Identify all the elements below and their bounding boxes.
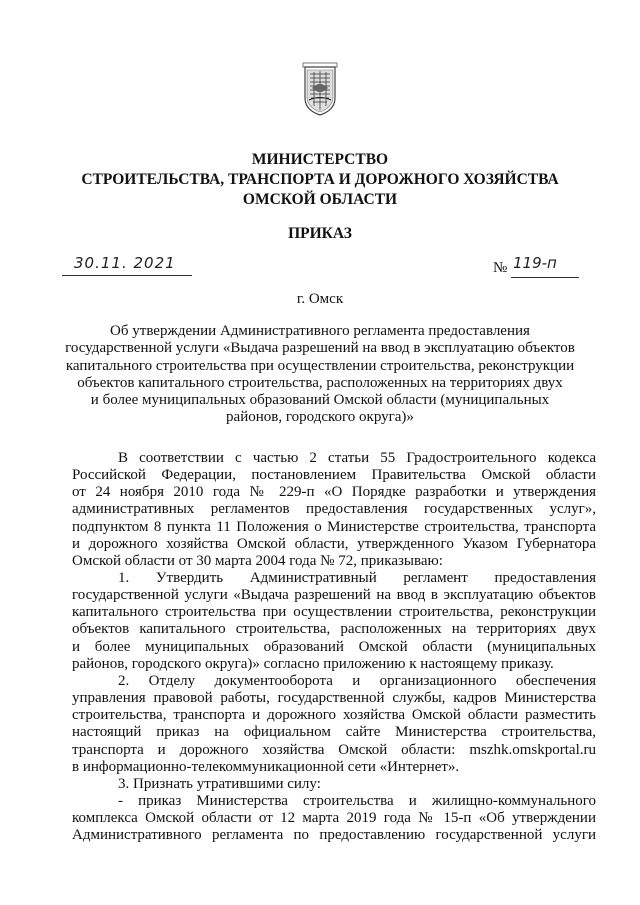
order-number-label: № bbox=[493, 260, 508, 276]
paragraph-line: комплекса Омской области от 12 марта 2019 года № 15-п «Об утверждении bbox=[72, 810, 596, 827]
paragraph-line: районов, городского округа)» согласно приложению к настоящему приказу. bbox=[72, 655, 554, 672]
paragraph-line: капитального строительства при осуществлении строительства, реконструкции bbox=[72, 604, 596, 621]
subject-line: капитального строительства при осуществлении строительства, реконструкции bbox=[65, 357, 575, 374]
paragraph-line: Российской Федерации, постановлением Правительства Омской области bbox=[72, 467, 596, 484]
city-name: г. Омск bbox=[296, 291, 344, 307]
paragraph-line: транспорта и дорожного хозяйства Омской области: mszhk.omskportal.ru bbox=[72, 741, 596, 758]
subject-line: и более муниципальных образований Омской области (муниципальных bbox=[90, 392, 550, 409]
paragraph-line: в информационно-телекоммуникационной сети «Интернет». bbox=[72, 758, 460, 775]
preamble-paragraph bbox=[72, 450, 596, 570]
paragraph-line: объектов капитального строительства, расположенных на территориях двух bbox=[72, 621, 596, 638]
coat-of-arms-emblem bbox=[300, 62, 340, 116]
paragraph-line: 3. Признать утратившими силу: bbox=[118, 776, 321, 792]
order-date: 30.11. 2021 bbox=[74, 254, 176, 272]
ministry-name-line-3: ОМСКОЙ ОБЛАСТИ bbox=[242, 191, 398, 208]
ministry-name-line-1: МИНИСТЕРСТВО bbox=[251, 151, 389, 168]
paragraph-line: государственной услуги «Выдача разрешений на ввод в эксплуатацию объектов bbox=[72, 587, 596, 604]
subject-line: объектов капитального строительства, расположенных на территориях двух bbox=[77, 374, 563, 391]
paragraph-line: настоящий приказ на официальном сайте Министерства строительства, bbox=[72, 724, 596, 741]
paragraph-line: 2. Отделу документооборота и организационного обеспечения bbox=[118, 673, 596, 689]
order-number: 119-п bbox=[513, 254, 557, 272]
paragraph-line: управления правовой работы, государственной службы, кадров Министерства bbox=[72, 690, 596, 707]
paragraph-line: и дорожного хозяйства Омской области, утвержденного Указом Губернатора bbox=[72, 535, 596, 552]
paragraph-line: Административного регламента по предоставлению государственной услуги bbox=[72, 827, 596, 844]
paragraph-line: и более муниципальных образований Омской области (муниципальных bbox=[72, 638, 596, 655]
document-type-heading: ПРИКАЗ bbox=[288, 225, 352, 242]
paragraph-line: подпунктом 8 пункта 11 Положения о Министерстве строительства, транспорта bbox=[72, 518, 596, 535]
paragraph-line: Омской области от 30 марта 2004 года № 72, приказываю: bbox=[72, 552, 443, 569]
paragraph-line: от 24 ноября 2010 года № 229-п «О Порядке разработки и утверждения bbox=[72, 484, 596, 501]
item-3-subparagraph bbox=[72, 793, 596, 844]
paragraph-line: административных регламентов предоставления государственных услуг», bbox=[72, 501, 596, 518]
date-underline bbox=[62, 275, 192, 276]
number-underline bbox=[511, 277, 579, 278]
item-1-paragraph bbox=[72, 570, 596, 673]
order-subject bbox=[60, 323, 580, 427]
ministry-name-line-2: СТРОИТЕЛЬСТВА, ТРАНСПОРТА И ДОРОЖНОГО ХОЗЯЙСТВА bbox=[81, 171, 559, 188]
paragraph-line: строительства, транспорта и дорожного хозяйства Омской области разместить bbox=[72, 707, 596, 724]
subject-line: государственной услуги «Выдача разрешений на ввод в эксплуатацию объектов bbox=[65, 340, 575, 357]
paragraph-line: - приказ Министерства строительства и жилищно-коммунального bbox=[118, 793, 596, 809]
subject-line: районов, городского округа)» bbox=[226, 409, 414, 426]
item-2-paragraph bbox=[72, 673, 596, 776]
subject-line: Об утверждении Административного регламента предоставления bbox=[110, 323, 530, 339]
paragraph-line: В соответствии с частью 2 статьи 55 Градостроительного кодекса bbox=[118, 450, 596, 466]
item-3-heading bbox=[72, 776, 596, 793]
paragraph-line: 1. Утвердить Административный регламент предоставления bbox=[118, 570, 596, 586]
